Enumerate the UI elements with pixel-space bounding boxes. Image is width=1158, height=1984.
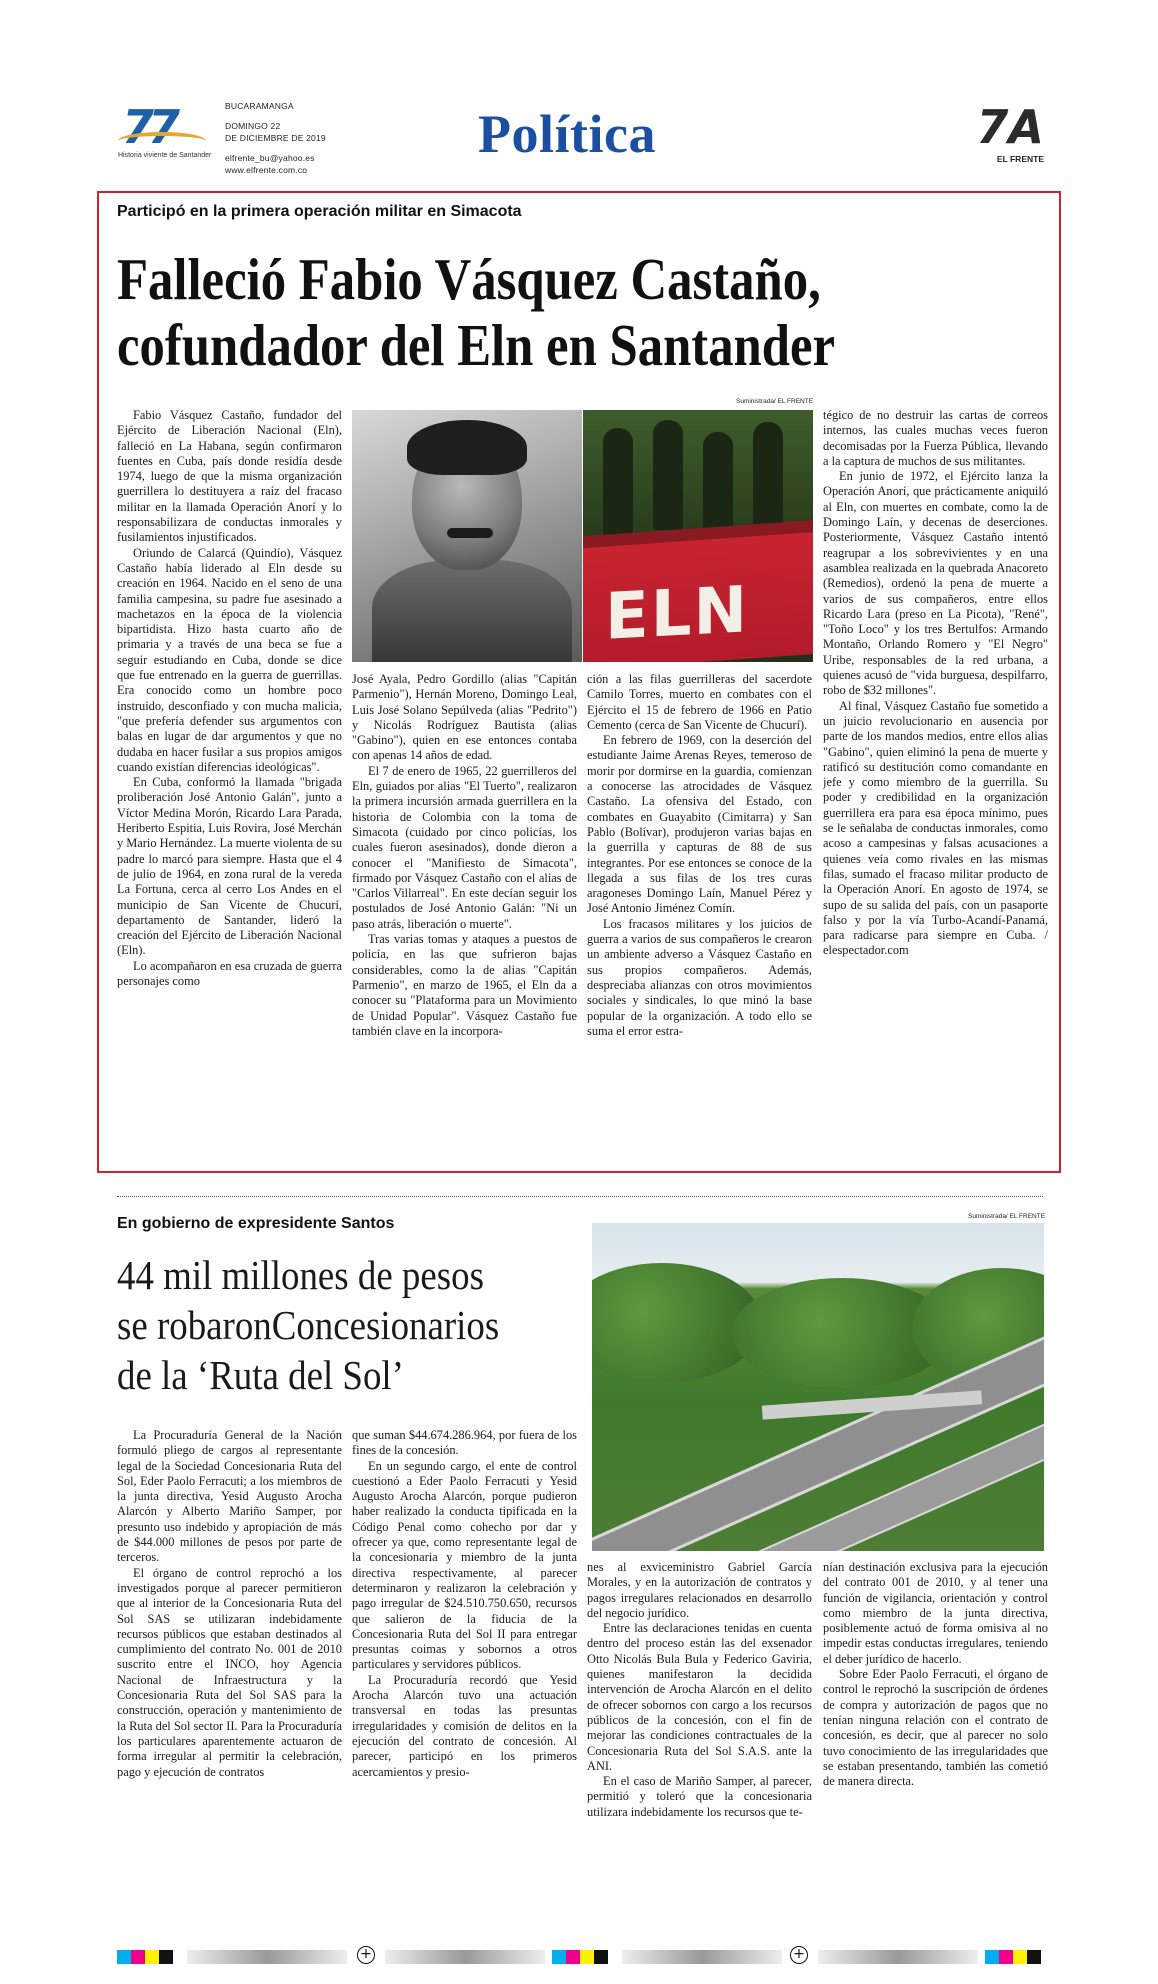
paragraph: En un segundo cargo, el ente de control cuestionó a Eder Paolo Ferracuti y Yesid Augusto Arocha Alarcón, porque pudieron haber realizado la conducta tipificada en la Código Penal como cohecho por dar y ofrecer ya que, como representante legal de la concesionaria y miembro de la junta directiva respectivamente, al parecer determinaron y realizaron la celebración y pago irregular de $24.510.750.650, recursos que salieron de la fiducia de la Concesionaria Ruta del Sol II para entregar presuntas coimas y sobornos a otros particulares y servidores públicos. — [352, 1458, 577, 1672]
paragraph: La Procuraduría recordó que Yesid Arocha Alarcón tuvo una actuación transversal en todas las presuntas irregularidades y comisión de delitos en la ejecución del contrato de concesión. Al parecer, participó en los primeros acercamientos y presio- — [352, 1672, 577, 1779]
headline-line-3: de la ‘Ruta del Sol’ — [117, 1352, 404, 1398]
article2-headline — [117, 1250, 499, 1400]
paragraph: José Ayala, Pedro Gordillo (alias "Capitán Parmenio"), Hernán Moreno, Domingo Leal, Luis José Solano Sepúlveda (alias "Pedrito") y Nicolás Rodríguez Bautista (alias "Gabino"), quien en ese entonces contaba con apenas 14 años de edad. — [352, 672, 577, 763]
paragraph: En el caso de Mariño Samper, al parecer, permitió y toleró que la concesionaria utilizara indebidamente los recursos que te- — [587, 1774, 812, 1819]
portrait-photo — [352, 410, 582, 662]
logo-number: 77 — [122, 100, 175, 154]
paragraph: tégico de no destruir las cartas de correos internos, las cuales muchas veces fueron decomisadas por la Fuerza Pública, llevando a la captura de muchos de sus militantes. — [823, 408, 1048, 468]
paragraph: Oriundo de Calarcá (Quindío), Vásquez Castaño había liderado al Eln desde su creación en 1964. Nacido en el seno de una familia campesina, su padre fue asesinado a machetazos en la época de la violencia bipartidista. Hizo hasta cuarto año de primaria y a través de una beca se fue a seguir estudiando en Cuba, donde se dice que fue entrenado en la guerra de guerrillas. Era conocido como un hombre poco instruido, desconfiado y con mucha malicia, "que prefería defender sus argumentos con balas en lugar de dar argumentos y que no dudaba en hacer fusilar a sus propios amigos cuando existían diferencias ideológicas". — [117, 545, 342, 774]
article-headline — [117, 246, 917, 378]
edition-city: BUCARAMANGA — [225, 101, 294, 111]
gray-ramp-strip — [622, 1950, 782, 1964]
edition-date-month: DE DICIEMBRE DE 2019 — [225, 133, 326, 143]
article-column-3 — [587, 672, 812, 1168]
gray-ramp-strip — [187, 1950, 347, 1964]
paragraph: En junio de 1972, el Ejército lanza la Operación Anorí, que prácticamente aniquiló al Eln, con muertes en combate, como la de Domingo Laín, y decenas de deserciones. Posteriormente, Vásquez Castaño intentó reagrupar a los sobrevivientes y en una asamblea realizada en la quebrada Anacoreto (Remedios), ordenó la pena de muerte a varios de sus compañeros, entre ellos Ricardo Lara (preso en La Picota), "René", "Toño Loco" y los tres Bertulfos: Armando Montaño, Orlando Romero y "El Negro" Uribe, responsables de la red urbana, a quienes acusó de "vida burguesa, despilfarro, robo de $32 millones". — [823, 469, 1048, 698]
section-title: Política — [478, 104, 656, 164]
paragraph: El órgano de control reprochó a los investigados porque al parecer permitieron que al interior de la Concesionaria Ruta del Sol SAS se utilizaran indebidamente recursos públicos que estaban destinados al cumplimiento del contrato No. 001 de 2010 suscrito entre el INCO, hoy Agencia Nacional de Infraestructura y la Concesionaria Ruta del Sol SAS para la construcción, operación y mantenimiento de la Ruta del Sol sector II. Para la Procuraduría los particulares aparentemente actuaron de forma irregular al permitir la celebración, pago y ejecución de contratos — [117, 1565, 342, 1779]
color-registration-strip — [985, 1950, 1041, 1964]
page-number: 7A — [976, 100, 1044, 154]
gray-ramp-strip — [818, 1950, 978, 1964]
paragraph: Al final, Vásquez Castaño fue sometido a un juicio revolucionario en ausencia por parte de los mandos medios, entre ellos alias "Gabino", quien eliminó la pena de muerte y ratificó su destitución como comandante en jefe y como miembro de la guerrilla. Su poder y credibilidad en la organización guerrillera era para esa época mínimo, pues se le señalaba de conductas inmorales, como acoso a campesinas y falsas acusaciones a quienes veía como rivales en las mismas filas, sumado el fracaso militar producto de la Operación Anorí. En agosto de 1974, se supo de su salida del país, con un pasaporte falso y por la vía Turbo-Acandí-Panamá, para radicarse para siempre en Cuba. / elespectador.com — [823, 698, 1048, 958]
paragraph: nes al exviceministro Gabriel García Morales, y en la autorización de contratos y pagos irregulares relacionados en desarrollo del negocio jurídico. — [587, 1560, 812, 1620]
paragraph: Los fracasos militares y los juicios de guerra a varios de sus compañeros le crearon un ambiente adverso a Vásquez Castaño en sus propios compañeros. Además, despreciaba alianzas con otros movimientos sociales y sindicales, lo que minó la base popular de la organización. A todo ello se suma el error estra- — [587, 916, 812, 1038]
logo-tagline: Historia viviente de Santander — [118, 152, 212, 159]
article2-column-1 — [117, 1428, 342, 1936]
edition-date-day: DOMINGO 22 — [225, 121, 281, 131]
paragraph: El 7 de enero de 1965, 22 guerrilleros del Eln, guiados por alias "El Tuerto", realizaron la primera incursión armada guerrillera en la historia de Colombia con la toma de Simacota (cuidado por cinco policías, los cuales fueron asesinados), donde dieron a conocer el "Manifiesto de Simacota", firmado por Vásquez Castaño con el alias de "Carlos Villarreal". En este decían seguir los postulados de José Antonio Galán: "Ni un paso atrás, liberación o muerte". — [352, 763, 577, 931]
paragraph: Tras varias tomas y ataques a puestos de policía, en las que sufrieron bajas considerables, como la de alias "Capitán Parmenio", en marzo de 1965, el Eln da a conocer su "Plataforma para un Movimiento de Unidad Popular". Vásquez Castaño fue también clave en la incorpora- — [352, 932, 577, 1038]
article-kicker: Participó en la primera operación militar en Simacota — [117, 203, 522, 220]
section-divider — [117, 1196, 1043, 1197]
highway-aerial-photo — [592, 1223, 1044, 1551]
paper-name: EL FRENTE — [996, 154, 1044, 164]
eln-flag-photo — [583, 410, 813, 662]
paragraph: que suman $44.674.286.964, por fuera de los fines de la concesión. — [352, 1428, 577, 1458]
gray-ramp-strip — [385, 1950, 545, 1964]
paragraph: La Procuraduría General de la Nación formuló pliego de cargos al representante legal de la Sociedad Concesionaria Ruta del Sol, Eder Paolo Ferracuti; a los miembros de la junta directiva, Yesid Augusto Arocha Alarcón y Alberto Mariño Samper, por presunto uso indebido y apropiación de más de $44.000 millones de pesos por parte de terceros. — [117, 1428, 342, 1565]
article2-kicker: En gobierno de expresidente Santos — [117, 1215, 395, 1232]
headline-line-1: 44 mil millones de pesos — [117, 1252, 484, 1298]
newspaper-anniversary-logo — [118, 102, 210, 166]
website-link[interactable]: www.elfrente.com.co — [225, 165, 308, 175]
article-column-4 — [823, 408, 1048, 1168]
flag-lettering: ELN — [605, 573, 750, 655]
registration-target-icon: + — [357, 1946, 375, 1964]
contact-email[interactable]: elfrente_bu@yahoo.es — [225, 153, 315, 163]
paragraph: En Cuba, conformó la llamada "brigada proliberación José Antonio Galán", junto a Víctor Medina Morón, Ricardo Lara Parada, Heriberto Espitia, Luis Rovira, José Merchán y Mario Hernández. La muerte violenta de su padre lo marcó para siempre. Hasta que el 4 de julio de 1964, en zona rural de la vereda La Fortuna, cerca al cerro Los Andes en el municipio de San Vicente de Chucurí, departamento de Santander, lideró la creación del Ejército de Liberación Nacional (Eln). — [117, 775, 342, 958]
headline-line-1: Falleció Fabio Vásquez Castaño, — [117, 246, 821, 312]
headline-line-2: se robaronConcesionarios — [117, 1302, 500, 1348]
article2-column-3 — [587, 1560, 812, 1936]
article-column-2 — [352, 672, 577, 1168]
edition-meta — [225, 100, 326, 176]
article2-column-2 — [352, 1428, 577, 1936]
paragraph: Lo acompañaron en esa cruzada de guerra personajes como — [117, 958, 342, 988]
logo-swoosh-icon — [118, 132, 206, 150]
registration-target-icon: + — [790, 1946, 808, 1964]
article-column-1 — [117, 408, 342, 1168]
paragraph: nían destinación exclusiva para la ejecución del contrato 001 de 2010, y al tener una función de vigilancia, orientación y control como miembro de la junta directiva, posiblemente actuó de forma omisiva al no impedir estas conductas irregulares, teniendo el deber jurídico de hacerlo. — [823, 1560, 1048, 1666]
article2-column-4 — [823, 1560, 1048, 1936]
paragraph: Fabio Vásquez Castaño, fundador del Ejército de Liberación Nacional (Eln), falleció en La Habana, según confirmaron fuentes en Cuba, país donde residía desde 1974, luego de que la misma organización guerrillera lo destituyera a raíz del fracaso militar en la llamada Operación Anorí y lo responsabilizara de conductas inmorales y fusilamientos injustificados. — [117, 408, 342, 545]
paragraph: ción a las filas guerrilleras del sacerdote Camilo Torres, muerto en combates con el Ejército el 15 de febrero de 1966 en Patio Cemento (cerca de San Vicente de Chucurí). — [587, 672, 812, 732]
paragraph: Sobre Eder Paolo Ferracuti, el órgano de control le reprochó la suscripción de órdenes de compra y autorización de pagos que no tenían ninguna relación con el contrato de concesión, es decir, que al parecer no solo tuvo conocimiento de las irregularidades que se estaban presentando, también las cometió de manera directa. — [823, 1667, 1048, 1789]
headline-line-2: cofundador del Eln en Santander — [117, 312, 836, 378]
photo-credit: Suministrada/ EL FRENTE — [736, 398, 814, 405]
photo-credit: Suministrada/ EL FRENTE — [968, 1213, 1046, 1220]
color-registration-strip — [552, 1950, 622, 1964]
paragraph: Entre las declaraciones tenidas en cuenta dentro del proceso están las del exsenador Otto Nicolás Bula Bula y Federico Gaviria, quienes manifestaron la decidida intervención de Arocha Alarcón en el delito de ofrecer sobornos con cargo a los recursos públicos de la concesión, con el fin de mejorar las condiciones contractuales de la Concesionaria Ruta del Sol S.A.S. ante la ANI. — [587, 1621, 812, 1773]
color-registration-strip — [117, 1950, 187, 1964]
paragraph: En febrero de 1969, con la deserción del estudiante Jaime Arenas Reyes, temeroso de morir por dormirse en la guardia, comienzan a conocerse las atrocidades de Vásquez Castaño. La ofensiva del Estado, con combates en Guayabito (Cimitarra) y San Pablo (Bolívar), produjeron varias bajas en la guerrilla y capturas de 88 de sus integrantes. Por ese entonces se conoce de la llegada a sus filas de los tres curas aragoneses Domingo Laín, Manuel Pérez y José Antonio Jiménez Comín. — [587, 733, 812, 916]
